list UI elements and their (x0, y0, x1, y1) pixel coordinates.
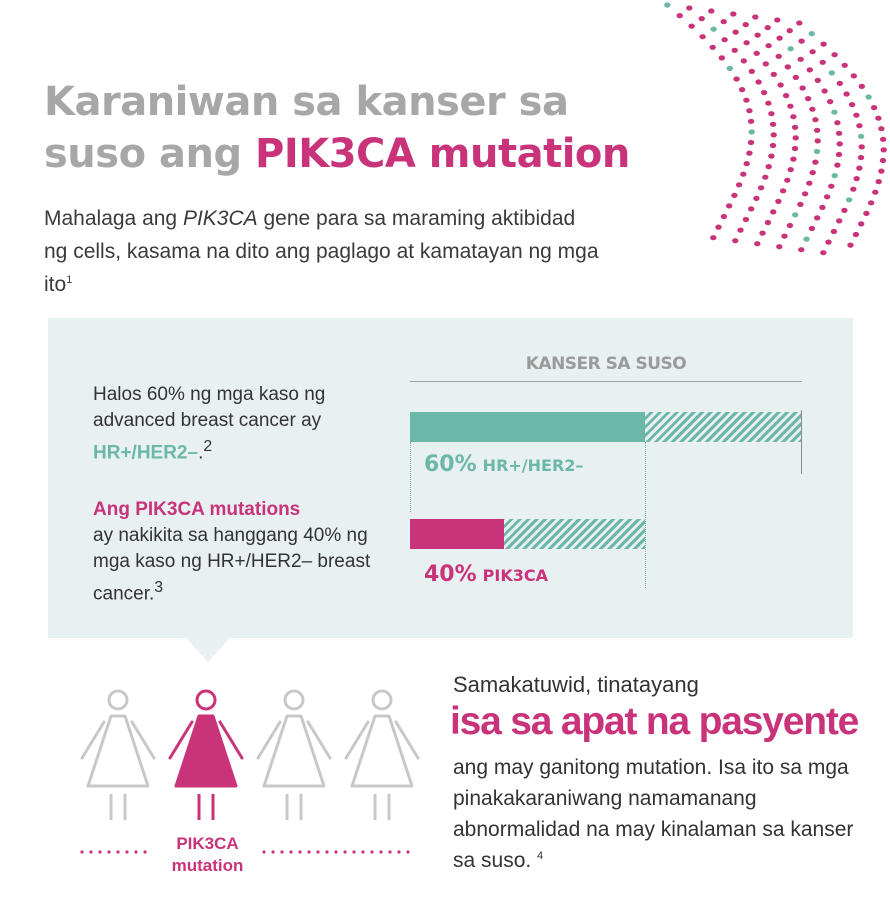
woman-icon (258, 691, 330, 820)
patient-figures (80, 688, 425, 828)
p1-highlight: HR+/HER2– (93, 442, 199, 464)
bar1-percent: 60% (424, 452, 477, 477)
bar-hr-her2-remainder (645, 412, 802, 442)
decorative-dot-wave (600, 0, 890, 260)
page-title (44, 76, 630, 180)
bar-hr-her2-fill (410, 412, 645, 442)
bar-start-guide (410, 442, 411, 512)
bar-pik3ca-remainder (504, 519, 645, 549)
panel-pointer (186, 638, 230, 662)
intro-pre: Mahalaga ang (44, 207, 183, 230)
figure-label-line1: PIK3CA (176, 834, 239, 853)
dotted-divider-left (80, 850, 152, 854)
conclusion-headline: isa sa apat na pasyente (450, 700, 859, 743)
woman-icon (346, 691, 418, 820)
bar-label-hr-her2 (424, 452, 583, 477)
p2-highlight: Ang PIK3CA mutations (93, 499, 301, 520)
intro-gene: PIK3CA (182, 207, 258, 230)
panel-text-hr (93, 382, 373, 466)
intro-paragraph (44, 202, 604, 301)
title-line1: Karaniwan sa kanser sa (44, 79, 569, 125)
conclusion-ref: 4 (537, 850, 544, 862)
woman-icon-highlighted (170, 691, 242, 820)
bar-total-end-tick (801, 410, 802, 474)
conclusion-lead: Samakatuwid, tinatayang (453, 672, 699, 697)
woman-icon (82, 691, 154, 820)
bar-pik3ca-fill (410, 519, 504, 549)
conclusion-text (453, 752, 873, 876)
p1-ref: 2 (203, 438, 213, 455)
pik3ca-figure-label (150, 833, 265, 877)
intro-ref: 1 (66, 274, 73, 286)
bar2-percent: 40% (424, 562, 477, 587)
figure-label-line2: mutation (171, 856, 244, 875)
chart-title-rule (410, 381, 802, 382)
chart-title: KANSER SA SUSO (525, 354, 687, 374)
conclusion-body: ang may ganitong mutation. Isa ito sa mga pinakakaraniwang namamanang abnormalidad na may kinalaman sa kanser sa suso. (453, 756, 854, 872)
title-line2-prefix: suso ang (44, 131, 256, 177)
title-accent: PIK3CA mutation (255, 131, 630, 177)
bar1-label: HR+/HER2– (482, 456, 584, 475)
dotted-divider-right (262, 850, 417, 854)
p2-ref: 3 (154, 579, 164, 596)
bar-label-pik3ca (424, 562, 548, 587)
p2-text: ay nakikita sa hanggang 40% ng mga kaso ng HR+/HER2– breast cancer. (93, 525, 371, 605)
panel-text-pik3ca (93, 497, 383, 607)
bar-60-guide (645, 442, 646, 588)
p1-text: Halos 60% ng mga kaso ng advanced breast cancer ay (93, 384, 326, 431)
intro-post: gene para sa maraming aktibidad ng cells, kasama na dito ang paglago at kamatayan ng mga ito (44, 207, 599, 296)
bar2-label: PIK3CA (482, 566, 549, 585)
p1-post: . (198, 442, 204, 464)
